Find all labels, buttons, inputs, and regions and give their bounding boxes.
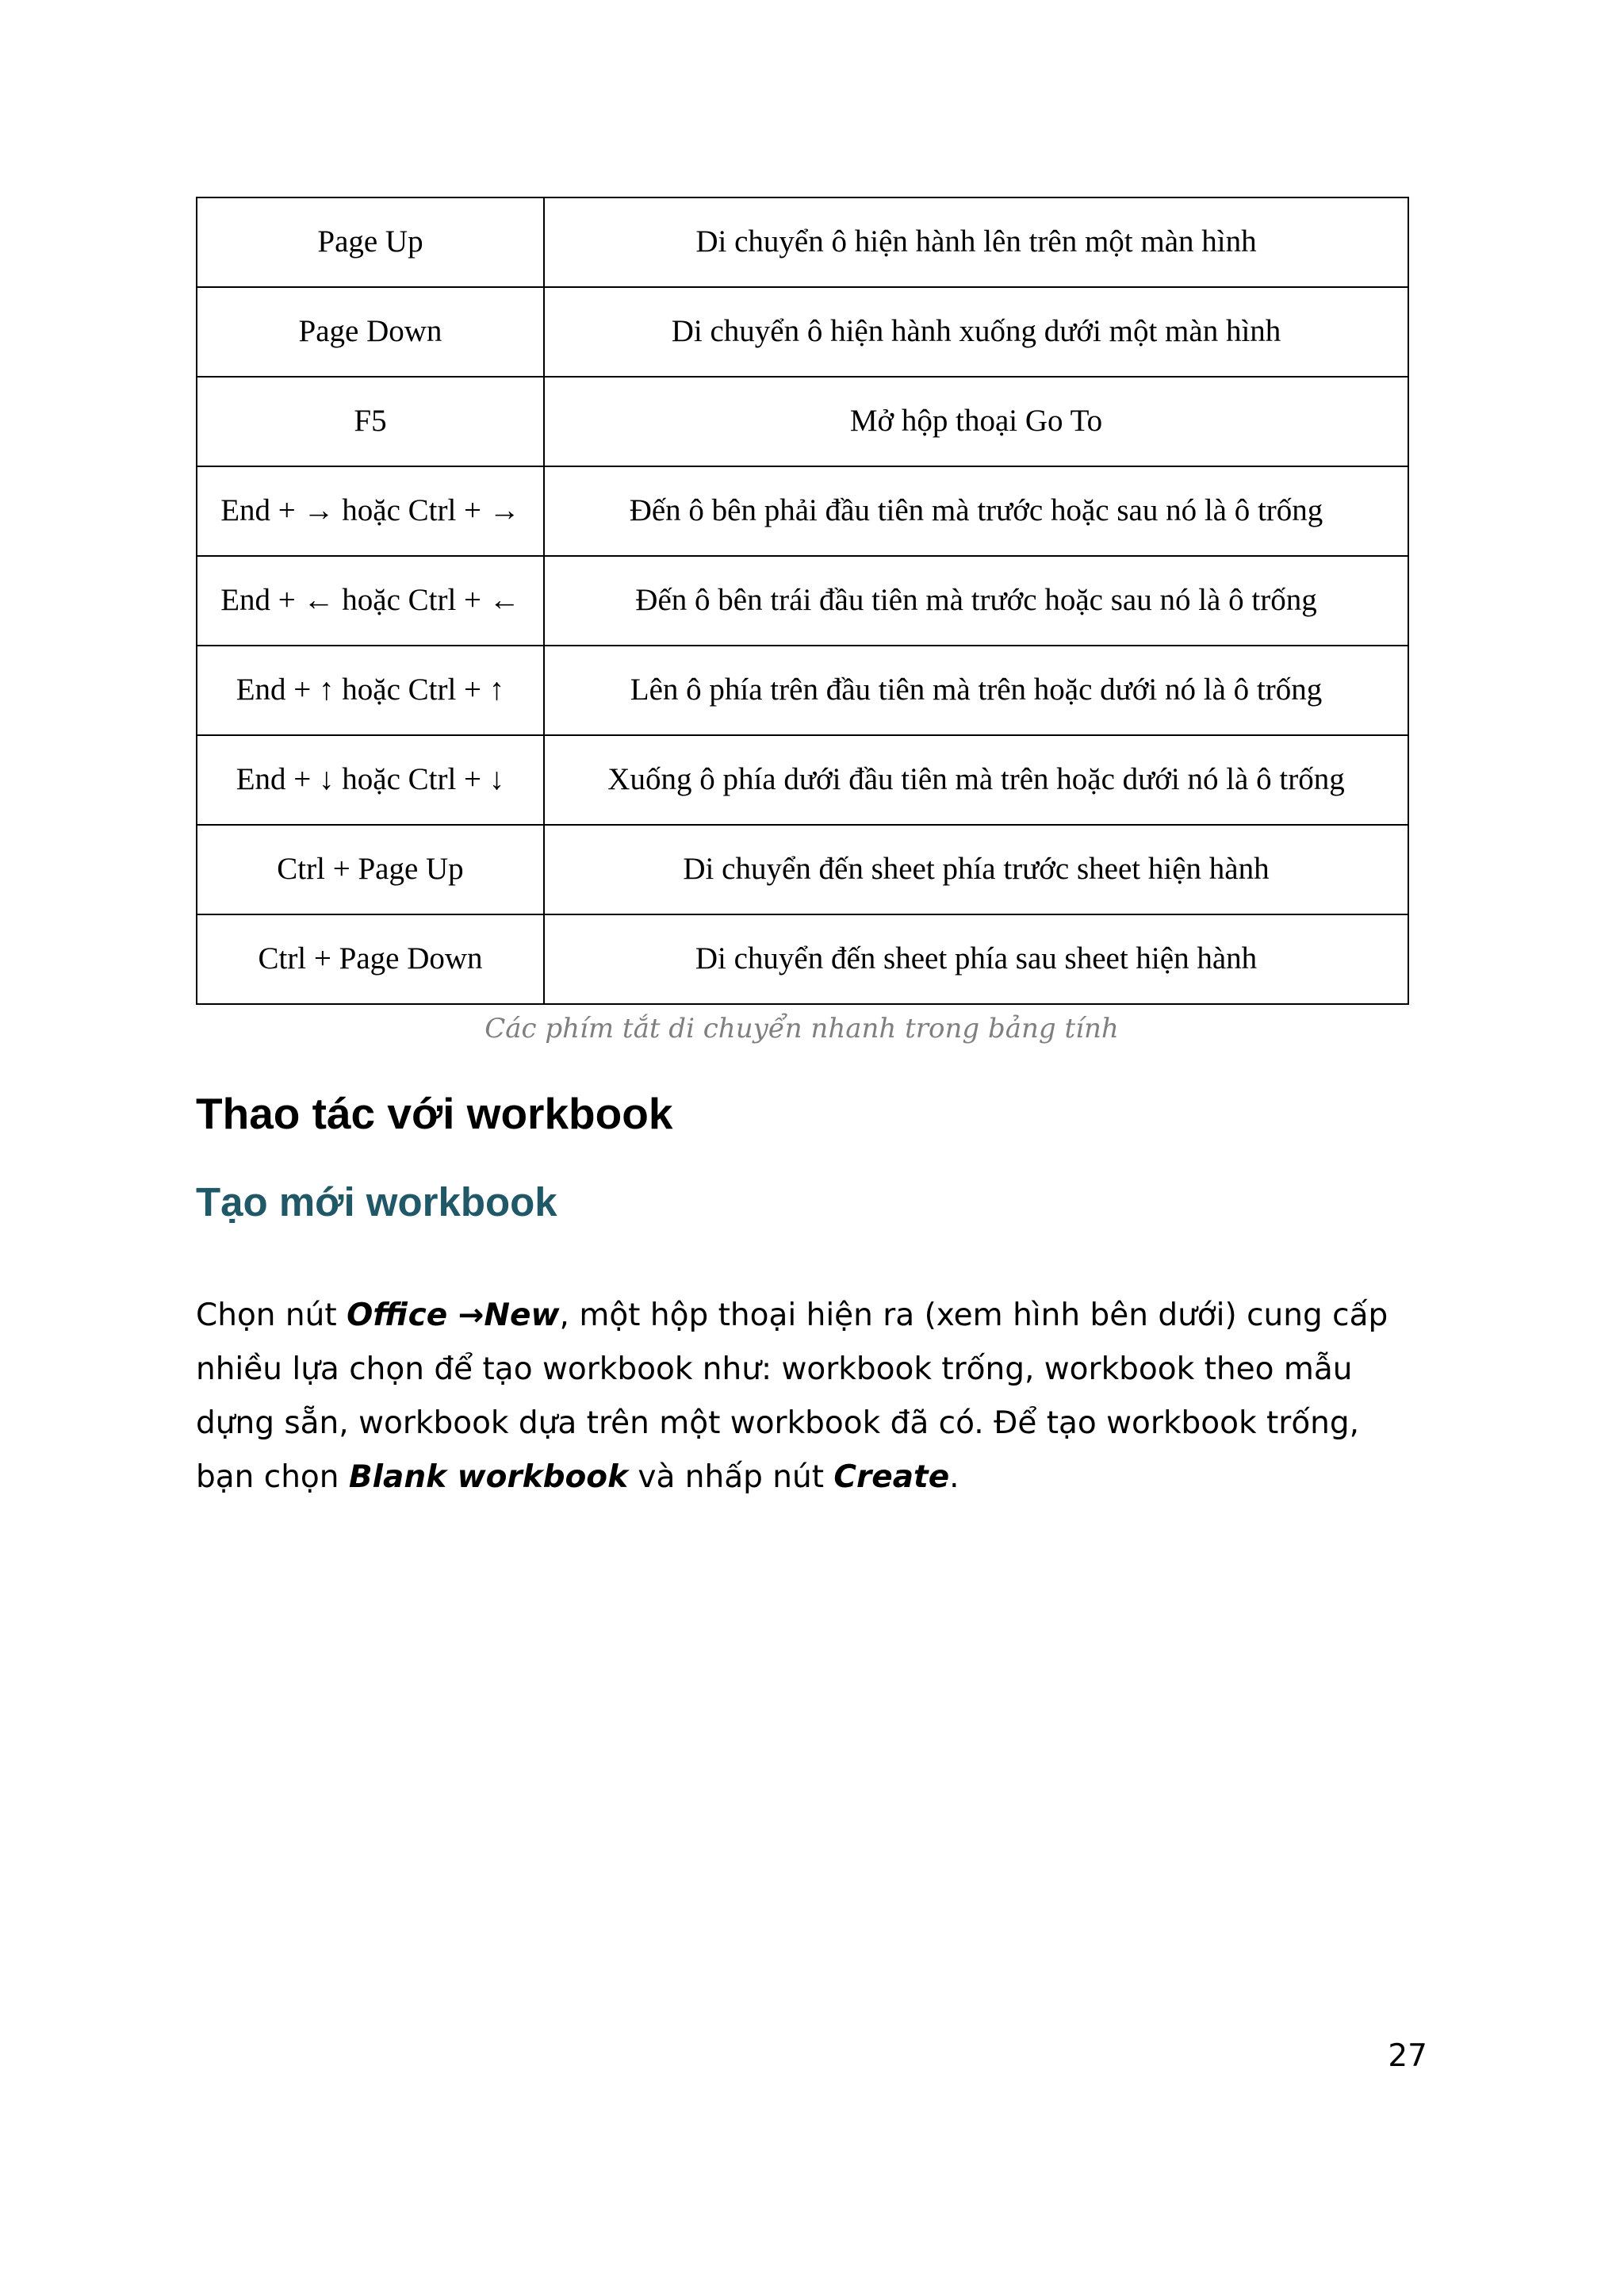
shortcut-description: Di chuyển đến sheet phía sau sheet hiện hành — [544, 914, 1408, 1004]
table-caption: Các phím tắt di chuyển nhanh trong bảng tính — [485, 1013, 1119, 1045]
shortcut-key: Ctrl + Page Up — [197, 825, 544, 914]
table-row — [197, 646, 1408, 735]
shortcut-table — [196, 197, 1409, 1005]
page-number: 27 — [1388, 2038, 1427, 2074]
shortcut-key: Page Down — [197, 287, 544, 377]
shortcut-description: Xuống ô phía dưới đầu tiên mà trên hoặc dưới nó là ô trống — [544, 735, 1408, 825]
shortcut-key: End + → hoặc Ctrl + → — [197, 466, 544, 556]
table-row — [197, 914, 1408, 1004]
paragraph-bold-office-new: Office →New — [347, 1297, 560, 1333]
paragraph-text: . — [949, 1459, 959, 1495]
table-row — [197, 377, 1408, 466]
table-row — [197, 825, 1408, 914]
shortcut-description: Di chuyển ô hiện hành xuống dưới một màn hình — [544, 287, 1408, 377]
shortcut-key: End + ↓ hoặc Ctrl + ↓ — [197, 735, 544, 825]
shortcut-key: F5 — [197, 377, 544, 466]
paragraph-text: Chọn nút — [196, 1297, 347, 1333]
paragraph-text: , một hộp thoại hiện ra (xem hình bên dưới) cung cấp nhiều lựa chọn để tạo workbook như: workbook trống, workbook theo mẫu dựng sẵn, workbook dựa trên một workbook đã có. Để tạo workbook trống, bạn chọn — [196, 1297, 1388, 1495]
paragraph-bold-create: Create — [833, 1459, 950, 1495]
table-row — [197, 735, 1408, 825]
body-paragraph — [196, 1289, 1417, 1504]
paragraph-bold-blank-workbook: Blank workbook — [348, 1459, 629, 1495]
table-row — [197, 197, 1408, 287]
subsection-heading: Tạo mới workbook — [196, 1179, 557, 1225]
table-row — [197, 556, 1408, 646]
shortcut-key: End + ← hoặc Ctrl + ← — [197, 556, 544, 646]
paragraph-text: và nhấp nút — [628, 1459, 834, 1495]
shortcut-description: Di chuyển đến sheet phía trước sheet hiện hành — [544, 825, 1408, 914]
shortcut-key: Page Up — [197, 197, 544, 287]
shortcut-description: Đến ô bên trái đầu tiên mà trước hoặc sau nó là ô trống — [544, 556, 1408, 646]
shortcut-key: Ctrl + Page Down — [197, 914, 544, 1004]
shortcut-description: Đến ô bên phải đầu tiên mà trước hoặc sau nó là ô trống — [544, 466, 1408, 556]
table-row — [197, 466, 1408, 556]
section-heading: Thao tác với workbook — [196, 1089, 673, 1138]
shortcut-description: Di chuyển ô hiện hành lên trên một màn hình — [544, 197, 1408, 287]
shortcut-description: Lên ô phía trên đầu tiên mà trên hoặc dưới nó là ô trống — [544, 646, 1408, 735]
table-row — [197, 287, 1408, 377]
shortcut-description: Mở hộp thoại Go To — [544, 377, 1408, 466]
shortcut-key: End + ↑ hoặc Ctrl + ↑ — [197, 646, 544, 735]
